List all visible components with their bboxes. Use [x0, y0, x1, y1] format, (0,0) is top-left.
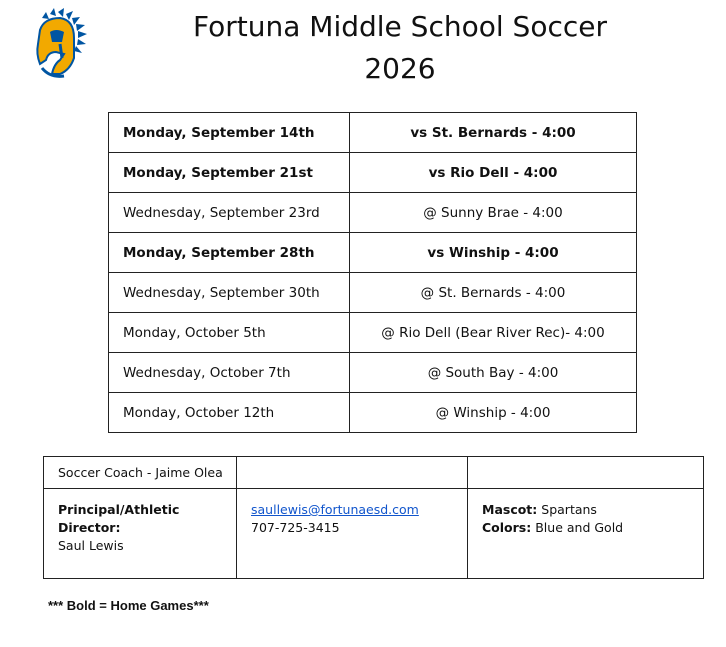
table-row: [109, 193, 637, 233]
principal-cell: [44, 489, 237, 579]
empty-cell: [237, 457, 468, 489]
mascot-label: Mascot:: [482, 502, 538, 517]
mascot-cell: [468, 489, 704, 579]
contact-table: [43, 456, 704, 579]
game-opponent: @ Winship - 4:00: [350, 393, 637, 433]
game-opponent: @ Sunny Brae - 4:00: [350, 193, 637, 233]
game-date: Monday, September 14th: [109, 113, 350, 153]
table-row: [109, 233, 637, 273]
table-row: [109, 353, 637, 393]
game-opponent: vs St. Bernards - 4:00: [350, 113, 637, 153]
table-row: [109, 113, 637, 153]
legend-note: *** Bold = Home Games***: [48, 598, 209, 613]
coach-text: Soccer Coach - Jaime Olea: [58, 465, 223, 480]
colors-value: Blue and Gold: [535, 520, 624, 535]
game-date: Monday, September 28th: [109, 233, 350, 273]
table-row: [109, 273, 637, 313]
schedule-table: [108, 112, 637, 433]
game-opponent: vs Winship - 4:00: [350, 233, 637, 273]
page-title: Fortuna Middle School Soccer: [193, 10, 607, 43]
game-date: Wednesday, September 30th: [109, 273, 350, 313]
game-opponent: vs Rio Dell - 4:00: [350, 153, 637, 193]
principal-label: Principal/Athletic Director:: [58, 502, 180, 535]
coach-cell: [44, 457, 237, 489]
game-date: Monday, October 5th: [109, 313, 350, 353]
game-opponent: @ South Bay - 4:00: [350, 353, 637, 393]
game-date: Monday, October 12th: [109, 393, 350, 433]
game-opponent: @ St. Bernards - 4:00: [350, 273, 637, 313]
spartan-helmet-icon: [30, 8, 96, 80]
mascot-value: Spartans: [541, 502, 597, 517]
email-link[interactable]: saullewis@fortunaesd.com: [251, 502, 419, 517]
game-date: Monday, September 21st: [109, 153, 350, 193]
game-opponent: @ Rio Dell (Bear River Rec)- 4:00: [350, 313, 637, 353]
page-subtitle-year: 2026: [364, 52, 436, 85]
game-date: Wednesday, October 7th: [109, 353, 350, 393]
table-row: [109, 153, 637, 193]
contact-info-cell: [237, 489, 468, 579]
phone-number: 707-725-3415: [251, 520, 340, 535]
table-row: [109, 393, 637, 433]
colors-label: Colors:: [482, 520, 532, 535]
game-date: Wednesday, September 23rd: [109, 193, 350, 233]
principal-name: Saul Lewis: [58, 538, 124, 553]
table-row: [109, 313, 637, 353]
empty-cell: [468, 457, 704, 489]
